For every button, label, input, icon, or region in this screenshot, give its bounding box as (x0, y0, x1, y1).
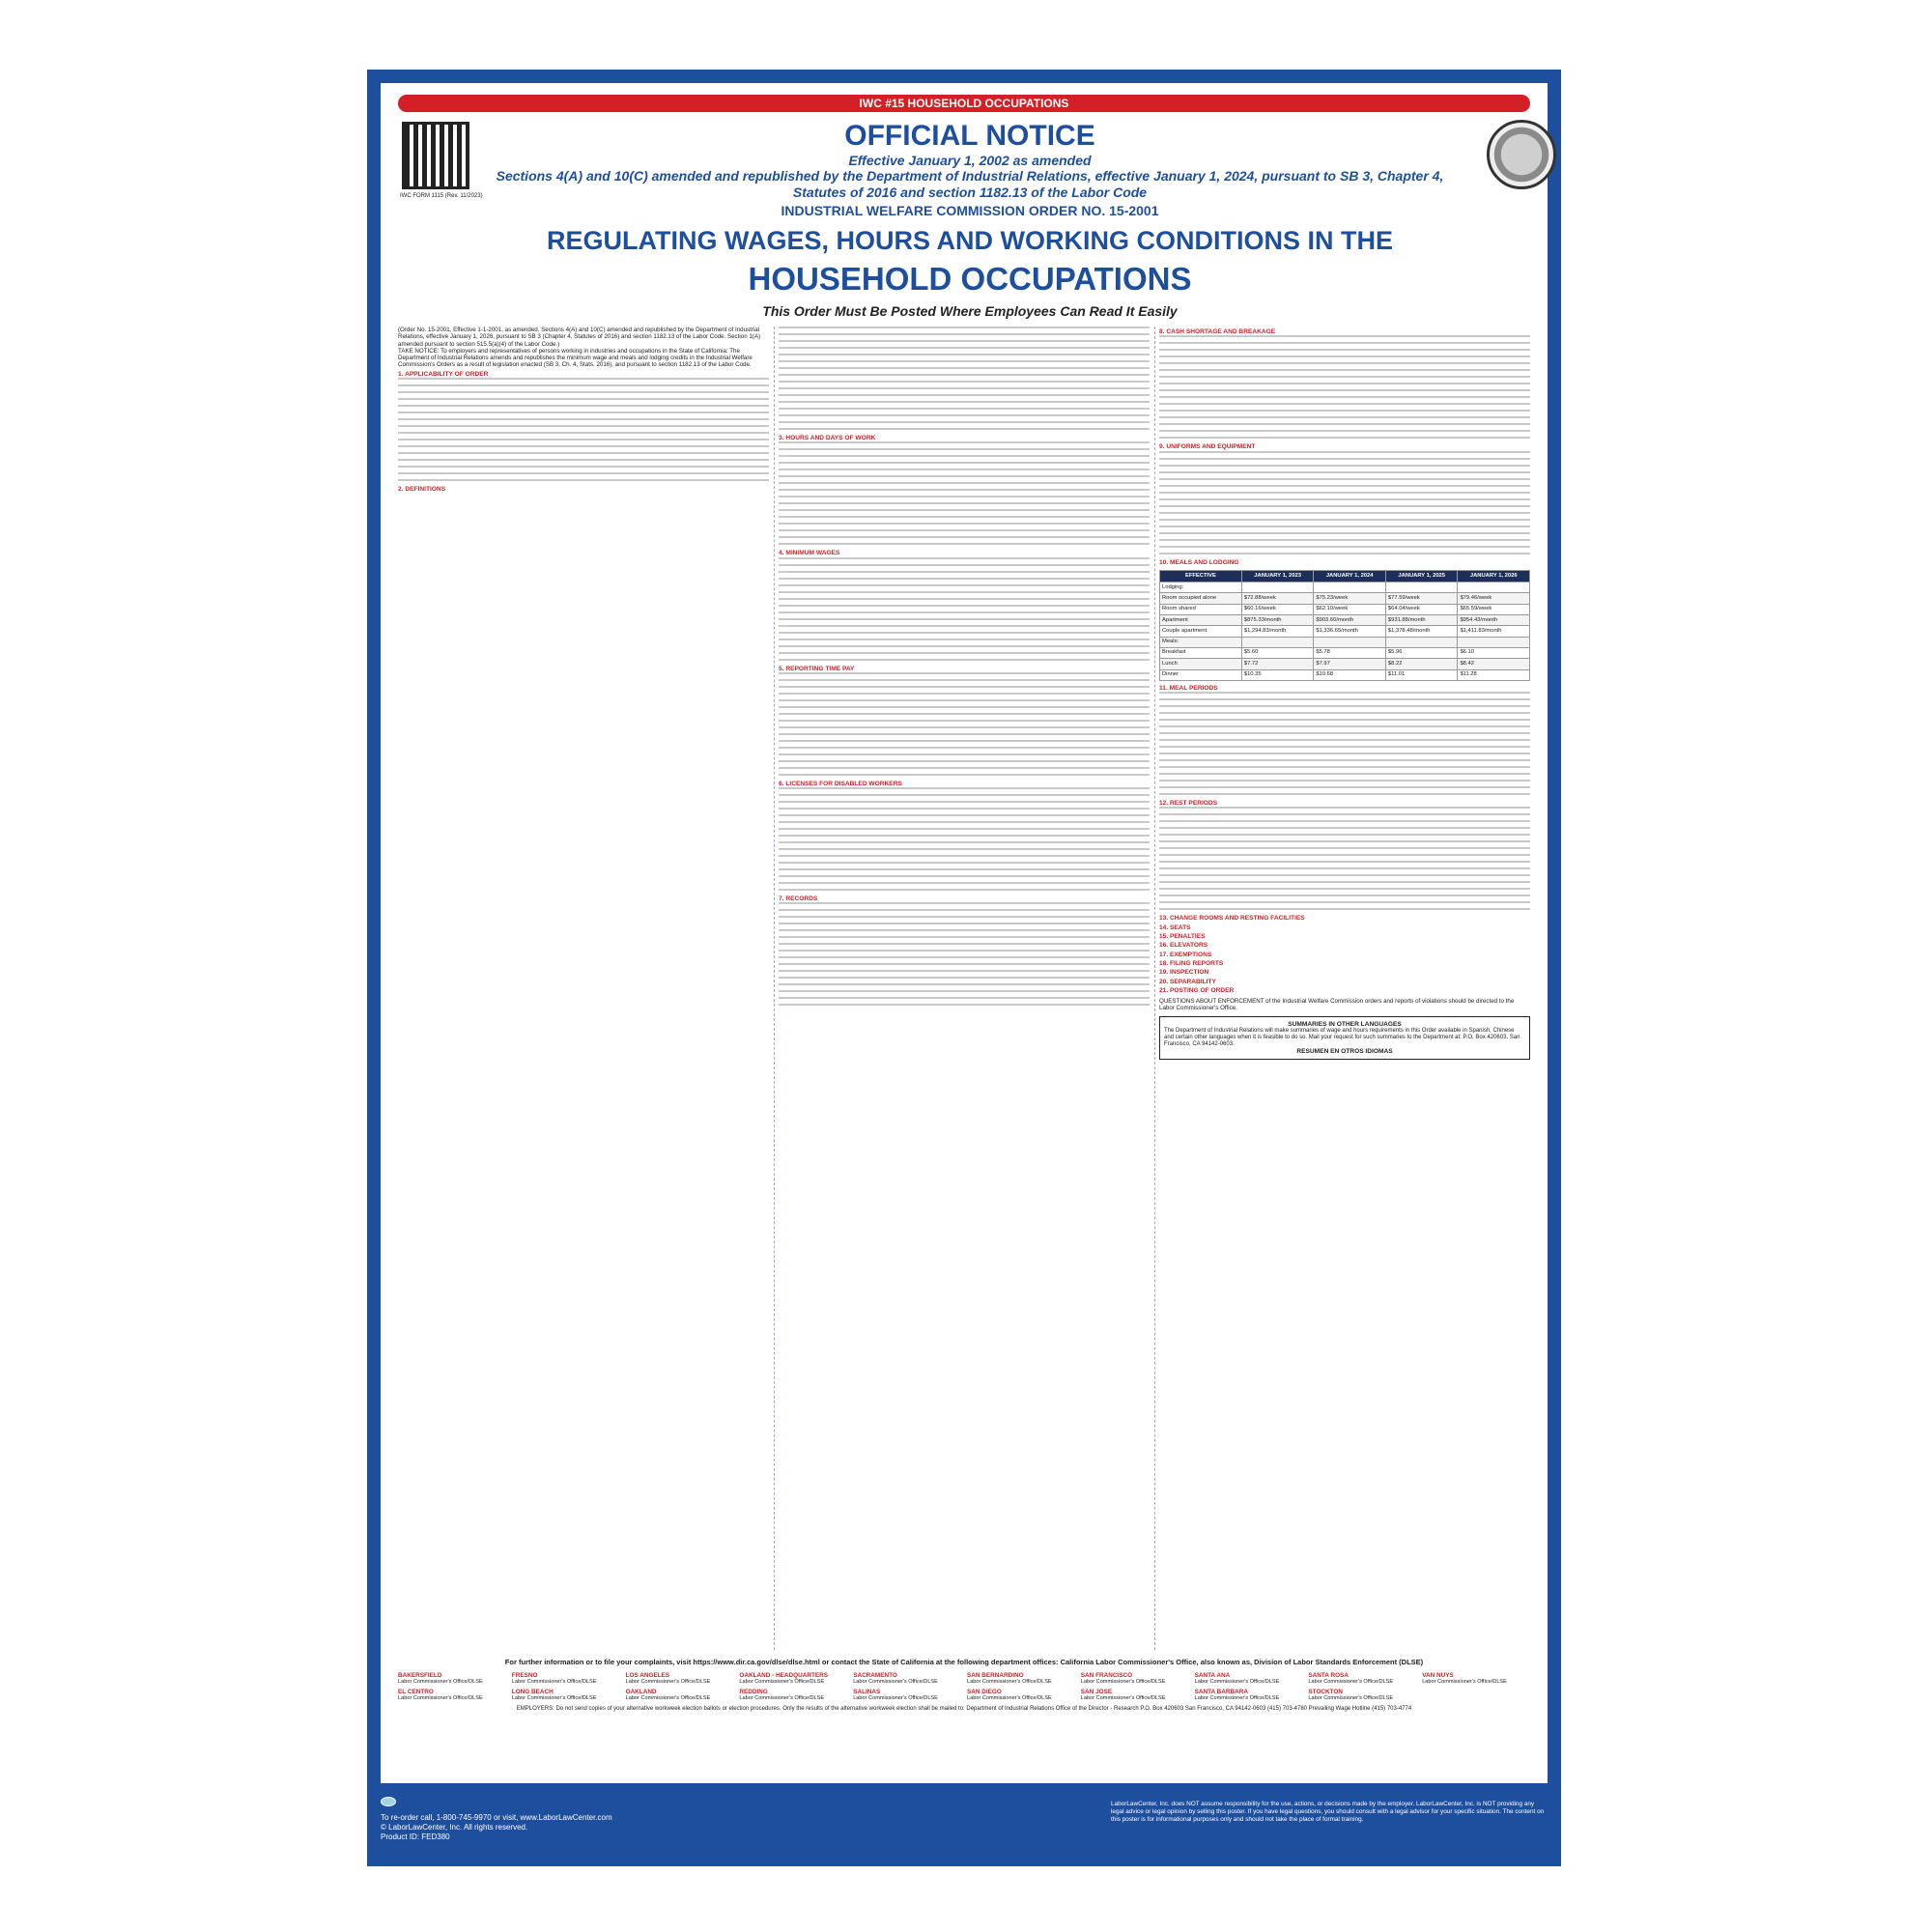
office-detail: Labor Commissioner's Office/DLSE (398, 1695, 483, 1702)
office-entry (1308, 1689, 1416, 1701)
section-text-filler (1159, 451, 1530, 557)
table-cell: $6.10 (1458, 647, 1530, 658)
table-cell: Breakfast (1160, 647, 1242, 658)
table-cell: $77.59/week (1385, 593, 1458, 604)
office-entry (1195, 1672, 1303, 1685)
office-city: SANTA ROSA (1308, 1672, 1349, 1679)
section-heading: 8. CASH SHORTAGE AND BREAKAGE (1159, 328, 1276, 335)
disclaimer: LaborLawCenter, Inc. does NOT assume responsibility for the use, actions, or decisions made by the employer. LaborLawCenter, Inc. is NOT providing any legal advice or legal opinion by selling this poster. If you have legal questions, you should consult with a legal advisor for your specific situation. The content on this poster is for informational purposes only and should not take the place of formal training. (1111, 1801, 1545, 1823)
table-cell: Room shared (1160, 604, 1242, 614)
table-cell: $11.01 (1385, 669, 1458, 680)
order-intro: (Order No. 15-2001, Effective 1-1-2001, as amended. Sections 4(A) and 10(C) amended and republished by the Department of Industrial Relations, effective January 1, 2026, pursuant to SB 3 (Chapter 4, Statutes of 2016) and section 1182.13 of the Labor Code. Section 1(A) amended pursuant to section 515.5(a)(4) of the Labor Code.) (398, 327, 761, 348)
office-city: SALINAS (853, 1689, 881, 1696)
section-text-filler (779, 902, 1150, 1009)
table-cell (1314, 637, 1386, 647)
section-heading: 15. PENALTIES (1159, 933, 1206, 941)
summaries-box (1159, 1016, 1530, 1060)
reorder-line: To re-order call, 1-800-745-9970 or visit, www.LaborLawCenter.com (381, 1813, 612, 1822)
section-heading: 12. REST PERIODS (1159, 800, 1218, 808)
section-heading: 3. HOURS AND DAYS OF WORK (779, 435, 876, 441)
section-heading: 1. APPLICABILITY OF ORDER (398, 370, 489, 378)
table-cell: $79.46/week (1458, 593, 1530, 604)
table-header: JANUARY 1, 2025 (1385, 570, 1458, 582)
table-cell: $1,411.83/month (1458, 626, 1530, 637)
section-heading: 16. ELEVATORS (1159, 942, 1208, 950)
office-city: VAN NUYS (1422, 1672, 1454, 1679)
office-entry (1422, 1672, 1530, 1685)
table-row (1160, 615, 1530, 626)
posting-instruction: This Order Must Be Posted Where Employees Can Read It Easily (762, 303, 1178, 319)
table-cell: $7.97 (1314, 659, 1386, 669)
section-heading: 5. REPORTING TIME PAY (779, 665, 855, 672)
table-cell: $5.78 (1314, 647, 1386, 658)
order-number: INDUSTRIAL WELFARE COMMISSION ORDER NO. 15-2001 (781, 203, 1159, 218)
table-cell: $931.88/month (1385, 615, 1458, 626)
table-row (1160, 637, 1530, 647)
office-city: REDDING (739, 1689, 768, 1696)
table-cell: $64.04/week (1385, 604, 1458, 614)
section-heading: 10. MEALS AND LODGING (1159, 558, 1239, 566)
table-header: JANUARY 1, 2023 (1241, 570, 1314, 582)
office-detail: Labor Commissioner's Office/DLSE (739, 1695, 825, 1702)
office-detail: Labor Commissioner's Office/DLSE (1080, 1679, 1166, 1685)
form-caption: IWC FORM 1115 (Rev. 11/2023) (400, 193, 483, 199)
table-cell: $72.88/week (1241, 593, 1314, 604)
household-heading: HOUSEHOLD OCCUPATIONS (748, 261, 1192, 297)
section-heading: 4. MINIMUM WAGES (779, 550, 840, 557)
table-row (1160, 669, 1530, 680)
order-body (398, 327, 1530, 1650)
section-text-filler (779, 441, 1150, 548)
section-heading: 18. FILING REPORTS (1159, 959, 1224, 967)
reorder-info (381, 1797, 748, 1842)
footer-intro: For further information or to file your complaints, visit https://www.dir.ca.gov/dlse/dlse.html or contact the State of California at the following department offices: California Labor Commissioner's Office, also known as, Division of Labor Standards Enforcement (DLSE) (504, 1658, 1424, 1666)
enforcement-questions: QUESTIONS ABOUT ENFORCEMENT of the Industrial Welfare Commission orders and reports of violations should be directed to the Labor Commissioner's Office. (1159, 998, 1515, 1012)
office-city: SANTA BARBARA (1194, 1689, 1248, 1696)
office-detail: Labor Commissioner's Office/DLSE (1194, 1679, 1280, 1685)
table-cell (1385, 582, 1458, 593)
office-entry (1422, 1689, 1530, 1701)
section-text-filler (398, 378, 769, 484)
office-entry (739, 1672, 847, 1685)
logo-badge-icon (381, 1797, 396, 1806)
table-cell: Couple apartment (1160, 626, 1242, 637)
table-cell: $8.42 (1458, 659, 1530, 669)
office-detail: Labor Commissioner's Office/DLSE (1308, 1695, 1394, 1702)
office-entry (967, 1689, 1075, 1701)
table-cell: $5.96 (1385, 647, 1458, 658)
office-entry (1195, 1689, 1303, 1701)
table-cell: Apartment (1160, 615, 1242, 626)
office-city: BAKERSFIELD (398, 1672, 442, 1679)
table-cell: $11.28 (1458, 669, 1530, 680)
table-cell: $7.72 (1241, 659, 1314, 669)
table-cell (1241, 637, 1314, 647)
column-divider (774, 327, 775, 1650)
table-cell (1385, 637, 1458, 647)
summaries-text: The Department of Industrial Relations will make summaries of wage and hours requirements in this Order available in Spanish, Chinese and certain other languages when it is feasible to do so. Mail your request for such summaries to the Department at: P.O. Box 420603, San Francisco, CA 94142-0603. (1164, 1027, 1520, 1047)
office-detail: Labor Commissioner's Office/DLSE (853, 1679, 938, 1685)
office-detail: Labor Commissioner's Office/DLSE (967, 1679, 1052, 1685)
section-heading: 7. RECORDS (779, 895, 818, 903)
section-heading: 13. CHANGE ROOMS AND RESTING FACILITIES (1159, 915, 1305, 923)
office-entry (739, 1689, 847, 1701)
column-2 (779, 327, 1150, 1650)
table-cell: Lodging: (1160, 582, 1242, 593)
table-cell: $62.10/week (1314, 604, 1386, 614)
table-header: JANUARY 1, 2026 (1458, 570, 1530, 582)
table-row (1160, 626, 1530, 637)
office-detail: Labor Commissioner's Office/DLSE (511, 1679, 597, 1685)
office-detail: Labor Commissioner's Office/DLSE (625, 1679, 711, 1685)
product-id: Product ID: FED380 (381, 1833, 450, 1841)
official-notice-title: OFFICIAL NOTICE (844, 120, 1095, 152)
table-row (1160, 647, 1530, 658)
column-1 (398, 327, 769, 1650)
table-cell: $60.16/week (1241, 604, 1314, 614)
office-city: STOCKTON (1308, 1689, 1344, 1696)
section-heading: 9. UNIFORMS AND EQUIPMENT (1159, 443, 1256, 451)
table-cell: Meals: (1160, 637, 1242, 647)
take-notice: TAKE NOTICE: To employers and representatives of persons working in industries and occupations in the State of California: The Department of Industrial Relations amends and republishes the minimum wage and meals and lodging credits in the Industrial Welfare Commission's Orders as a result of legislation enacted (SB 3, Ch. 4, Stats. 2016), and pursuant to section 1182.13 of the Labor Code. (398, 347, 753, 369)
section-heading: 21. POSTING OF ORDER (1159, 986, 1235, 994)
office-detail: Labor Commissioner's Office/DLSE (853, 1695, 938, 1702)
office-detail: Labor Commissioner's Office/DLSE (1194, 1695, 1280, 1702)
office-detail: Labor Commissioner's Office/DLSE (967, 1695, 1052, 1702)
office-detail: Labor Commissioner's Office/DLSE (625, 1695, 711, 1702)
table-cell: $10.35 (1241, 669, 1314, 680)
section-text-filler (1159, 807, 1530, 913)
state-seal-icon (1487, 120, 1556, 189)
office-entry (1308, 1672, 1416, 1685)
office-city: FRESNO (511, 1672, 538, 1679)
table-cell: $1,378.48/month (1385, 626, 1458, 637)
meals-lodging-table (1159, 570, 1530, 681)
section-heading: 17. EXEMPTIONS (1159, 951, 1212, 958)
table-cell: Room occupied alone (1160, 593, 1242, 604)
office-city: LOS ANGELES (625, 1672, 670, 1679)
office-city: SAN JOSE (1080, 1689, 1113, 1696)
table-row (1160, 659, 1530, 669)
table-cell: $1,336.65/month (1314, 626, 1386, 637)
table-cell: $1,294.83/month (1241, 626, 1314, 637)
column-3 (1159, 327, 1530, 1650)
section-heading: 19. INSPECTION (1159, 969, 1209, 977)
table-cell (1458, 637, 1530, 647)
table-cell: $10.68 (1314, 669, 1386, 680)
section-heading: 6. LICENSES FOR DISABLED WORKERS (779, 780, 902, 787)
table-cell: $65.59/week (1458, 604, 1530, 614)
office-entry (626, 1672, 734, 1685)
table-header: JANUARY 1, 2024 (1314, 570, 1386, 582)
section-text-filler (779, 327, 1150, 433)
office-detail: Labor Commissioner's Office/DLSE (511, 1695, 597, 1702)
office-detail: Labor Commissioner's Office/DLSE (739, 1679, 825, 1685)
office-detail: Labor Commissioner's Office/DLSE (1422, 1679, 1507, 1685)
office-city: EL CENTRO (398, 1689, 434, 1696)
office-detail: Labor Commissioner's Office/DLSE (1080, 1695, 1166, 1702)
table-cell (1458, 582, 1530, 593)
table-cell: $903.60/month (1314, 615, 1386, 626)
qr-code-icon (402, 122, 469, 189)
section-heading: 14. SEATS (1159, 923, 1191, 931)
offices-footer (398, 1658, 1530, 1783)
poster-sheet (381, 83, 1548, 1783)
section-text-filler (779, 672, 1150, 779)
table-cell (1241, 582, 1314, 593)
section-text-filler (1159, 335, 1530, 441)
table-cell: $5.60 (1241, 647, 1314, 658)
office-city: OAKLAND - HEADQUARTERS (739, 1672, 828, 1679)
office-entry (967, 1672, 1075, 1685)
office-city: OAKLAND (625, 1689, 657, 1696)
office-entry (398, 1672, 506, 1685)
section-text-filler (779, 787, 1150, 894)
office-city: SACRAMENTO (853, 1672, 897, 1679)
poster-frame (367, 70, 1561, 1866)
section-heading: 11. MEAL PERIODS (1159, 684, 1218, 692)
regulating-heading: REGULATING WAGES, HOURS AND WORKING CONDITIONS IN THE (547, 226, 1393, 255)
office-list (398, 1672, 1530, 1702)
section-heading: 20. SEPARABILITY (1159, 978, 1216, 985)
office-city: SAN BERNARDINO (967, 1672, 1024, 1679)
column-divider (1154, 327, 1155, 1650)
office-entry (1081, 1672, 1189, 1685)
effective-date: Effective January 1, 2002 as amended (848, 153, 1092, 168)
employers-note: EMPLOYERS: Do not send copies of your alternative workweek election ballots or election procedures. Only the results of the alternative workweek election shall be mailed to: Department of Industrial Relations Office of the Director - Research P.O. Box 420603 San Francisco, CA 94142-0603 (415) 703-4780 Prevailing Wage Hotline (415) 703-4774 (516, 1705, 1412, 1712)
table-row (1160, 593, 1530, 604)
table-cell: $8.22 (1385, 659, 1458, 669)
office-detail: Labor Commissioner's Office/DLSE (1308, 1679, 1394, 1685)
office-city: SANTA ANA (1194, 1672, 1231, 1679)
office-city: SAN DIEGO (967, 1689, 1002, 1696)
office-entry (398, 1689, 506, 1701)
office-entry (512, 1689, 620, 1701)
table-header: EFFECTIVE (1160, 570, 1242, 582)
office-city: SAN FRANCISCO (1080, 1672, 1133, 1679)
top-title-bar: IWC #15 HOUSEHOLD OCCUPATIONS (398, 95, 1530, 112)
table-row (1160, 604, 1530, 614)
summaries-title: SUMMARIES IN OTHER LANGUAGES (1288, 1020, 1402, 1028)
resumen-title: RESUMEN EN OTROS IDIOMAS (1296, 1047, 1393, 1055)
office-entry (512, 1672, 620, 1685)
office-city: LONG BEACH (511, 1689, 554, 1696)
table-row (1160, 582, 1530, 593)
copyright: © LaborLawCenter, Inc. All rights reserved. (381, 1823, 528, 1832)
table-cell (1314, 582, 1386, 593)
office-entry (853, 1689, 961, 1701)
office-entry (1081, 1689, 1189, 1701)
section-text-filler (779, 557, 1150, 664)
table-cell: $75.23/week (1314, 593, 1386, 604)
office-detail: Labor Commissioner's Office/DLSE (398, 1679, 483, 1685)
office-entry (853, 1672, 961, 1685)
table-cell: $875.33/month (1241, 615, 1314, 626)
table-cell: Dinner (1160, 669, 1242, 680)
section-heading: 2. DEFINITIONS (398, 486, 446, 494)
section-text-filler (1159, 692, 1530, 798)
table-cell: $954.43/month (1458, 615, 1530, 626)
office-entry (626, 1689, 734, 1701)
sections-amended: Sections 4(A) and 10(C) amended and republished by the Department of Industrial Relations, effective January 1, 2024, pursuant to SB 3, Chapter 4, Statutes of 2016 and section 1182.13 of the Labor Code (496, 168, 1444, 200)
table-cell: Lunch (1160, 659, 1242, 669)
